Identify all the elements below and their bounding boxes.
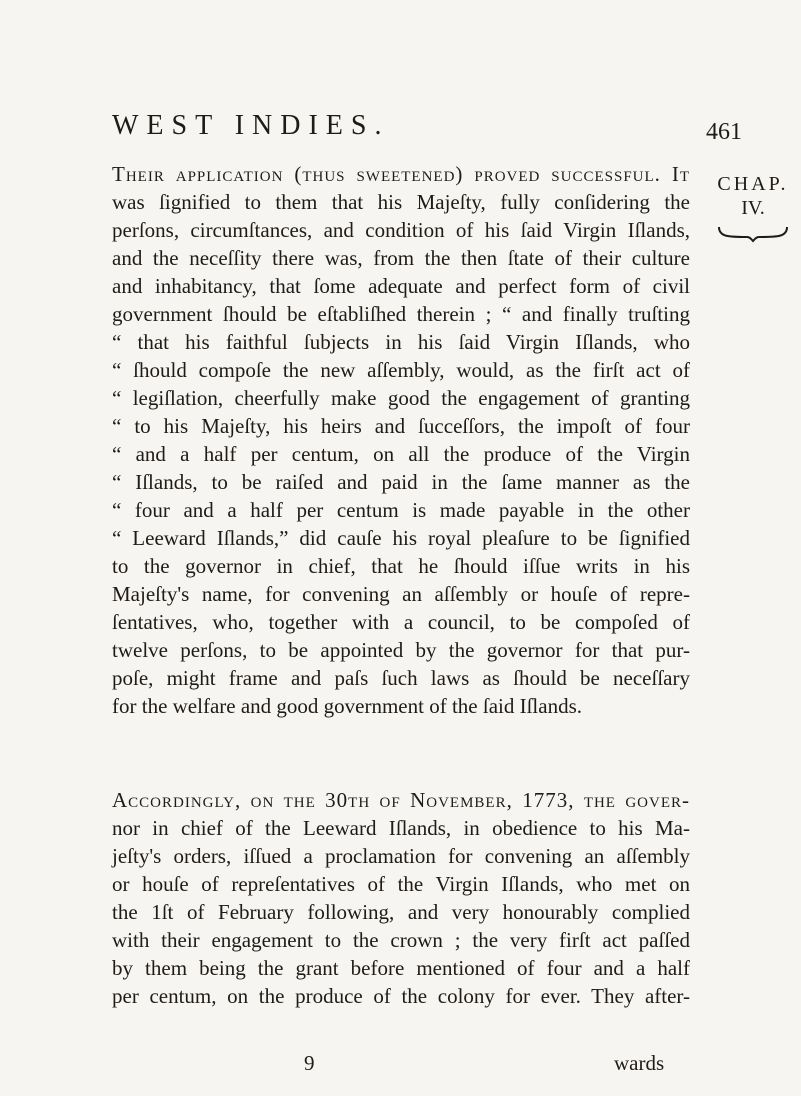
paragraph-line-text: “ that his faithful ſubjects in his ſaid Virgin Iſlands, who xyxy=(112,330,690,354)
paragraph-line-text: “ Iſlands, to be raiſed and paid in the ſame manner as the xyxy=(112,470,690,494)
paragraph-line-text: “ to his Majeſty, his heirs and ſucceſſors, the impoſt of four xyxy=(112,414,690,438)
paragraph-line-text: and the neceſſity there was, from the then ſtate of their culture xyxy=(112,246,690,270)
paragraph-line xyxy=(112,580,690,608)
paragraph-line-text: for the welfare and good government of the ſaid Iſlands. xyxy=(112,694,583,718)
paragraph-line-text: “ four and a half per centum is made payable in the other xyxy=(112,498,690,522)
paragraph-line-text: “ Leeward Iſlands,” did cauſe his royal pleaſure to be ſignified xyxy=(112,526,690,550)
paragraph-line-text: and inhabitancy, that ſome adequate and perfect form of civil xyxy=(112,274,690,298)
paragraph-line xyxy=(112,608,690,636)
paragraph-line xyxy=(112,328,690,356)
paragraph-line-text: with their engagement to the crown ; the very firſt act paſſed xyxy=(112,928,690,952)
paragraph-line xyxy=(112,842,690,870)
paragraph-line-text: “ legiſlation, cheerfully make good the engagement of granting xyxy=(112,386,690,410)
paragraph-line xyxy=(112,870,690,898)
running-title: WEST INDIES. xyxy=(112,110,390,141)
paragraph-line xyxy=(112,982,690,1010)
chapter-marker xyxy=(710,173,796,243)
paragraph-line xyxy=(112,188,690,216)
paragraph-line xyxy=(112,786,690,814)
chapter-brace-icon xyxy=(715,223,791,243)
paragraph-line xyxy=(112,440,690,468)
paragraph-line xyxy=(112,244,690,272)
paragraph-line-text: the 1ſt of February following, and very honourably complied xyxy=(112,900,690,924)
paragraph-line xyxy=(112,524,690,552)
paragraph-line xyxy=(112,636,690,664)
paragraph-line xyxy=(112,300,690,328)
paragraph-line-text: twelve perſons, to be appointed by the governor for that pur- xyxy=(112,638,690,662)
paragraph-line xyxy=(112,216,690,244)
chapter-label: CHAP. xyxy=(717,173,789,195)
paragraph-line-text: to the governor in chief, that he ſhould iſſue writs in his xyxy=(112,554,690,578)
chapter-number: IV. xyxy=(741,197,765,220)
paragraph-line xyxy=(112,412,690,440)
paragraph-line xyxy=(112,692,690,720)
paragraph-line xyxy=(112,356,690,384)
catchword: wards xyxy=(614,1051,665,1075)
paragraph-line xyxy=(112,926,690,954)
paragraph-line-text: by them being the grant before mentioned of four and a half xyxy=(112,956,690,980)
paragraph-line-text: nor in chief of the Leeward Iſlands, in obedience to his Ma- xyxy=(112,816,690,840)
paragraph-line-text: or houſe of repreſentatives of the Virgin Iſlands, who met on xyxy=(112,872,690,896)
paragraph-line xyxy=(112,384,690,412)
paragraph-line xyxy=(112,160,690,188)
paragraph-line-text: Majeſty's name, for convening an aſſembly or houſe of repre- xyxy=(112,582,690,606)
paragraph-line xyxy=(112,468,690,496)
paragraph-line-text: ſentatives, who, together with a council, to be compoſed of xyxy=(112,610,690,634)
paragraph-line xyxy=(112,814,690,842)
paragraph-line-text: poſe, might frame and paſs ſuch laws as ſhould be neceſſary xyxy=(112,666,690,690)
paragraph-line-text: “ and a half per centum, on all the produce of the Virgin xyxy=(112,442,690,466)
paragraph-line-text: Accordingly, on the 30th of November, 1773, the gover- xyxy=(112,788,690,812)
paragraph-line-text: jeſty's orders, iſſued a proclamation for convening an aſſembly xyxy=(112,844,690,868)
paragraph-line-text: government ſhould be eſtabliſhed therein ; “ and finally truſting xyxy=(112,302,690,326)
paragraph-line-text: per centum, on the produce of the colony for ever. They after- xyxy=(112,984,690,1008)
paragraph-line xyxy=(112,272,690,300)
paragraph-line-text: perſons, circumſtances, and condition of his ſaid Virgin Iſlands, xyxy=(112,218,690,242)
signature-mark: 9 xyxy=(304,1051,315,1075)
paragraph-line xyxy=(112,954,690,982)
paragraph-line xyxy=(112,552,690,580)
paragraph-line-text: was ſignified to them that his Majeſty, fully conſidering the xyxy=(112,190,690,214)
paragraph-line xyxy=(112,898,690,926)
paragraph-line xyxy=(112,664,690,692)
paragraph-line-text: Their application (thus ſweetened) proved ſucceſsful. It xyxy=(112,162,690,186)
paragraph-line xyxy=(112,496,690,524)
paragraph-line-text: “ ſhould compoſe the new aſſembly, would, as the firſt act of xyxy=(112,358,690,382)
page-number: 461 xyxy=(706,119,742,145)
